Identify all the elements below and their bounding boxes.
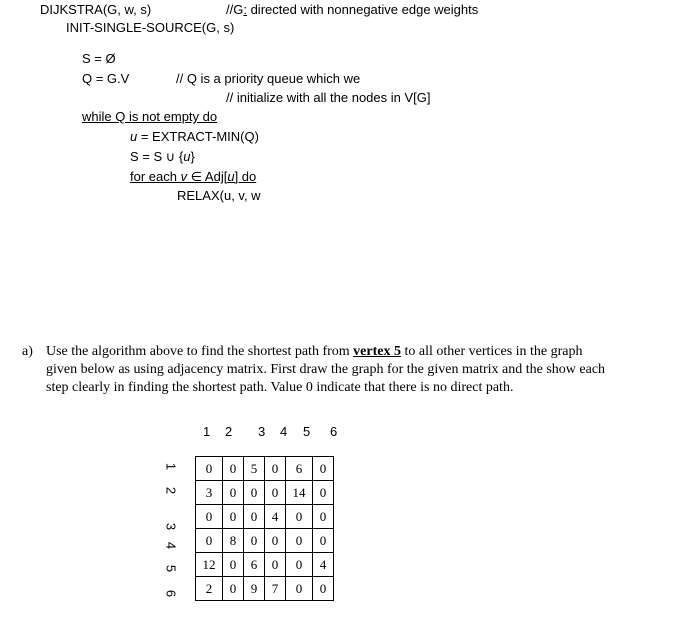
row-header: 2 [163, 486, 179, 495]
matrix-cell: 0 [223, 505, 244, 529]
matrix-cell: 6 [244, 553, 265, 577]
adjacency-matrix [195, 456, 334, 601]
matrix-cell: 9 [244, 577, 265, 601]
for-post: ] do [234, 169, 257, 184]
matrix-cell: 0 [286, 529, 313, 553]
question-label: a) [22, 344, 33, 359]
matrix-row [196, 457, 334, 481]
matrix-cell: 14 [286, 481, 313, 505]
matrix-cell: 0 [265, 457, 286, 481]
matrix-cell: 3 [196, 481, 223, 505]
matrix-cell: 0 [313, 457, 334, 481]
row-header: 6 [163, 589, 179, 598]
extract-u: u [130, 129, 138, 144]
matrix-cell: 2 [196, 577, 223, 601]
column-header: 1 [203, 424, 211, 439]
matrix-cell: 0 [286, 577, 313, 601]
matrix-cell: 0 [286, 553, 313, 577]
row-header: 1 [163, 462, 179, 471]
s-init-line: S = Ø [82, 51, 116, 66]
matrix-row [196, 577, 334, 601]
column-header: 6 [330, 424, 338, 439]
matrix-cell: 0 [313, 505, 334, 529]
matrix-cell: 0 [265, 481, 286, 505]
q-comment-1: // Q is a priority queue which we [176, 71, 361, 86]
matrix-cell: 0 [313, 577, 334, 601]
union-pre: S = S ∪ { [130, 149, 184, 164]
row-header: 4 [163, 541, 179, 550]
for-pre: for each [130, 169, 181, 184]
relax-line: RELAX(u, v, w [177, 188, 261, 203]
matrix-cell: 0 [244, 505, 265, 529]
matrix-cell: 0 [313, 529, 334, 553]
question-text-after: to all other vertices in the graph [400, 344, 583, 359]
algorithm-comment [226, 2, 478, 18]
q-comment-2: // initialize with all the nodes in V[G] [226, 90, 431, 105]
matrix-row [196, 505, 334, 529]
question-line-3: step clearly in finding the shortest path. Value 0 indicate that there is no direct path. [46, 380, 514, 395]
column-header: 3 [258, 424, 266, 439]
column-header: 2 [225, 424, 233, 439]
matrix-cell: 12 [196, 553, 223, 577]
matrix-cell: 0 [244, 481, 265, 505]
matrix-cell: 0 [286, 505, 313, 529]
question-vertex: vertex 5 [353, 344, 401, 359]
column-header: 4 [280, 424, 288, 439]
comment-colon: : [243, 2, 247, 17]
matrix-cell: 7 [265, 577, 286, 601]
matrix-cell: 0 [196, 529, 223, 553]
matrix-row [196, 481, 334, 505]
matrix-cell: 8 [223, 529, 244, 553]
union-post: } [190, 149, 195, 164]
for-mid: ∈ Adj[ [187, 169, 228, 184]
matrix-cell: 0 [223, 553, 244, 577]
for-u: u [227, 169, 235, 184]
matrix-row [196, 553, 334, 577]
matrix-cell: 0 [196, 457, 223, 481]
extract-rest: = EXTRACT-MIN(Q) [137, 129, 259, 144]
question-line-1 [46, 343, 583, 361]
matrix-cell: 4 [313, 553, 334, 577]
row-header: 5 [163, 564, 179, 573]
extract-line [130, 129, 259, 145]
matrix-cell: 0 [313, 481, 334, 505]
union-line [130, 149, 195, 165]
row-header: 3 [163, 522, 179, 531]
question-line-2: given below as using adjacency matrix. First draw the graph for the given matrix and the show each [46, 362, 606, 377]
comment-rest: directed with nonnegative edge weights [246, 2, 479, 17]
matrix-cell: 0 [196, 505, 223, 529]
comment-prefix: //G [226, 2, 244, 17]
union-u: u [183, 149, 191, 164]
q-init-line: Q = G.V [82, 71, 130, 86]
question-text-before: Use the algorithm above to find the shortest path from [46, 344, 354, 359]
matrix-cell: 0 [223, 481, 244, 505]
while-line: while Q is not empty do [82, 109, 218, 124]
matrix-cell: 4 [265, 505, 286, 529]
matrix-cell: 0 [244, 529, 265, 553]
matrix-row [196, 529, 334, 553]
matrix-cell: 0 [265, 553, 286, 577]
matrix-cell: 0 [223, 457, 244, 481]
matrix-cell: 6 [286, 457, 313, 481]
matrix-cell: 0 [223, 577, 244, 601]
column-header: 5 [303, 424, 311, 439]
for-line [130, 169, 256, 185]
init-line: INIT-SINGLE-SOURCE(G, s) [66, 20, 235, 35]
for-v: v [180, 169, 188, 184]
algorithm-signature: DIJKSTRA(G, w, s) [40, 2, 152, 17]
matrix-cell: 5 [244, 457, 265, 481]
matrix-cell: 0 [265, 529, 286, 553]
